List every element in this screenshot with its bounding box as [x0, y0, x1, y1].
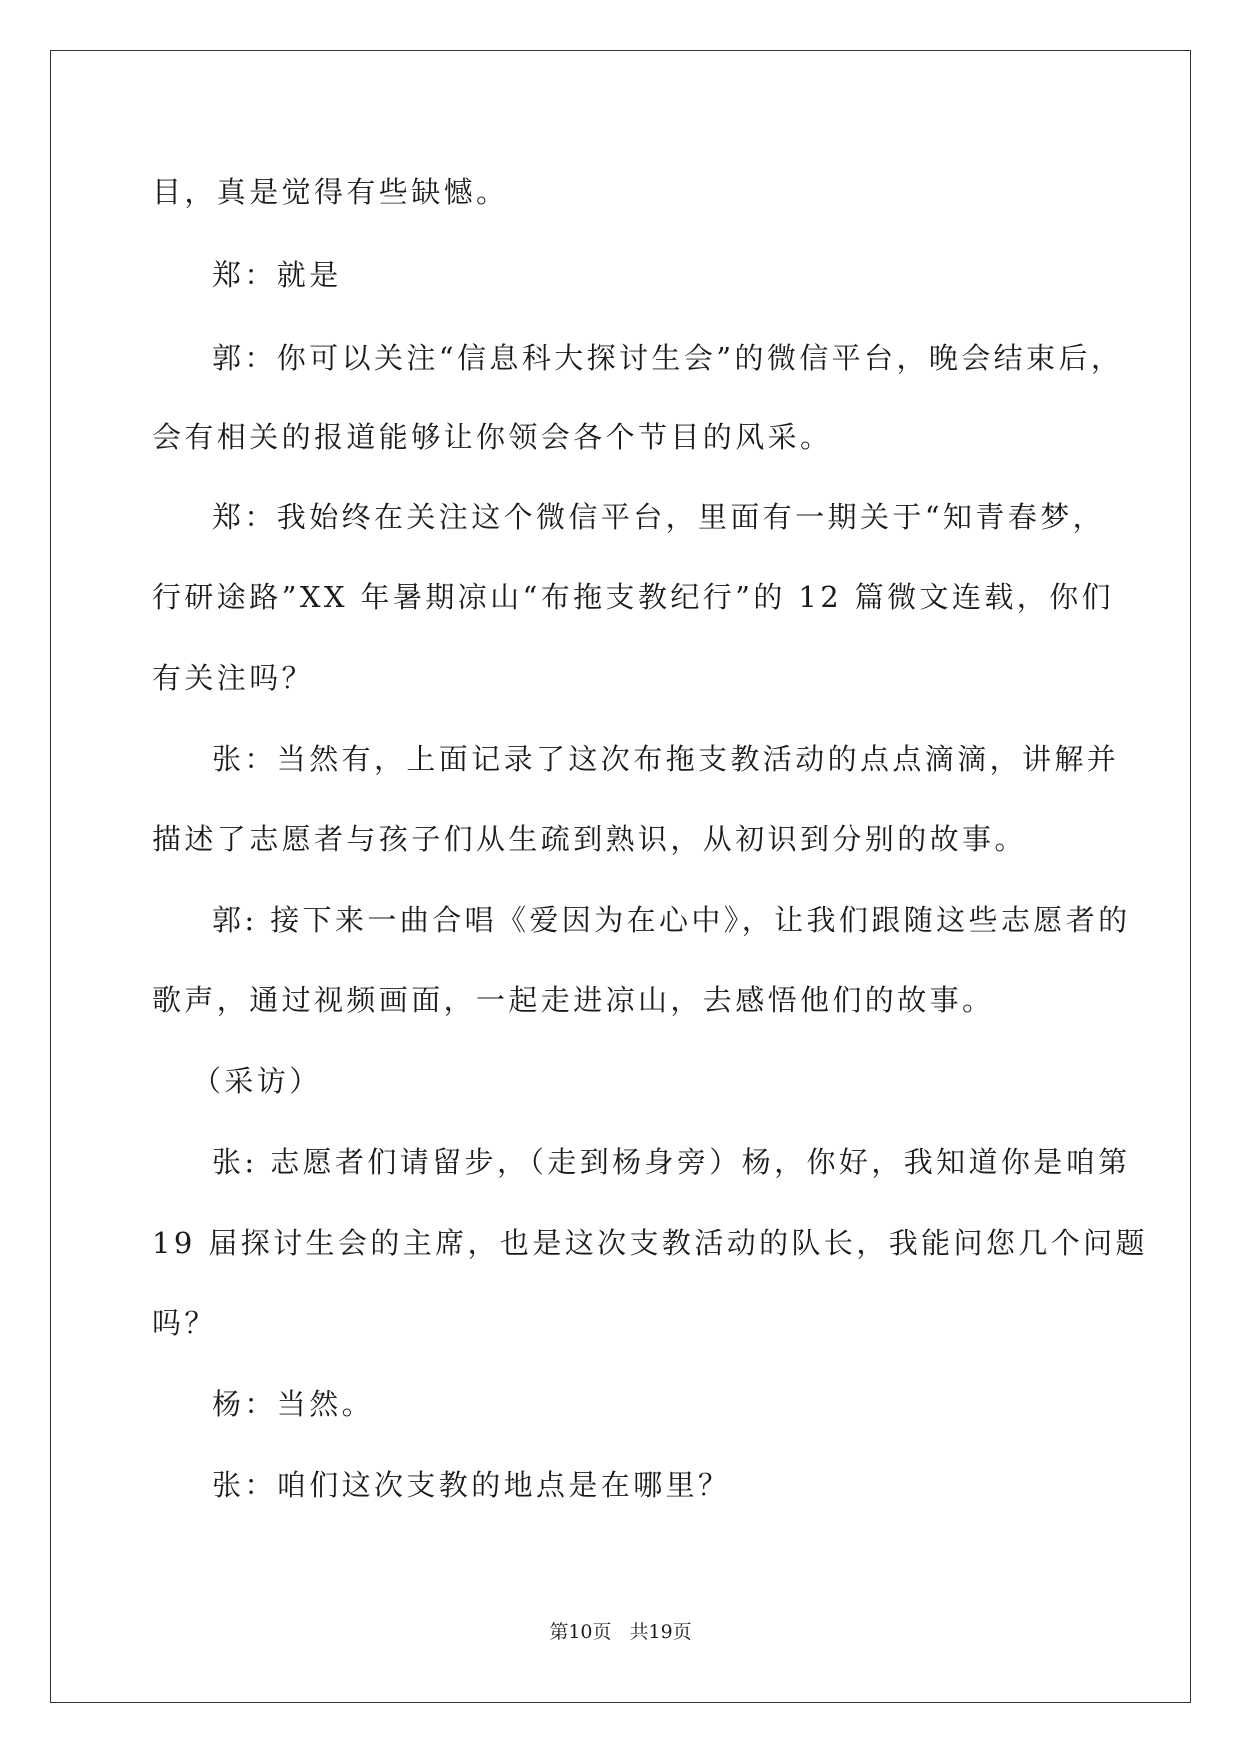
text-line-12: （采访） — [192, 1064, 322, 1098]
text-line-4: 会有相关的报道能够让你领会各个节目的风采。 — [152, 420, 833, 454]
text-line-16: 杨：当然。 — [212, 1387, 375, 1421]
text-line-13: 张: 志愿者们请留步，（走到杨身旁）杨，你好，我知道你是咱第 — [212, 1145, 1131, 1179]
text-line-17: 张：咱们这次支教的地点是在哪里？ — [212, 1468, 731, 1502]
page-footer — [0, 1619, 1241, 1645]
text-line-8: 张：当然有，上面记录了这次布拖支教活动的点点滴滴，讲解并 — [212, 742, 1120, 776]
text-line-7: 有关注吗？ — [152, 661, 315, 695]
text-line-11: 歌声，通过视频画面，一起走进凉山，去感悟他们的故事。 — [152, 983, 995, 1017]
text-line-3: 郭：你可以关注“信息科大探讨生会”的微信平台，晚会结束后， — [212, 341, 1124, 375]
text-line-9: 描述了志愿者与孩子们从生疏到熟识，从初识到分别的故事。 — [152, 822, 1027, 856]
page-number: 第10页 — [549, 1621, 612, 1643]
text-line-1: 目，真是觉得有些缺憾。 — [152, 175, 509, 209]
text-line-6: 行研途路”XX 年暑期凉山“布拖支教纪行”的 12 篇微文连载，你们 — [152, 580, 1114, 614]
page-total: 共19页 — [629, 1621, 692, 1643]
text-line-10: 郭: 接下来一曲合唱《爱因为在心中》，让我们跟随这些志愿者的 — [212, 903, 1131, 937]
text-line-15: 吗？ — [152, 1306, 217, 1340]
page-border — [50, 50, 1191, 1703]
text-line-5: 郑：我始终在关注这个微信平台，里面有一期关于“知青春梦， — [212, 500, 1106, 534]
text-line-14: 19 届探讨生会的主席，也是这次支教活动的队长，我能问您几个问题 — [152, 1226, 1148, 1260]
text-line-2: 郑：就是 — [212, 258, 342, 292]
